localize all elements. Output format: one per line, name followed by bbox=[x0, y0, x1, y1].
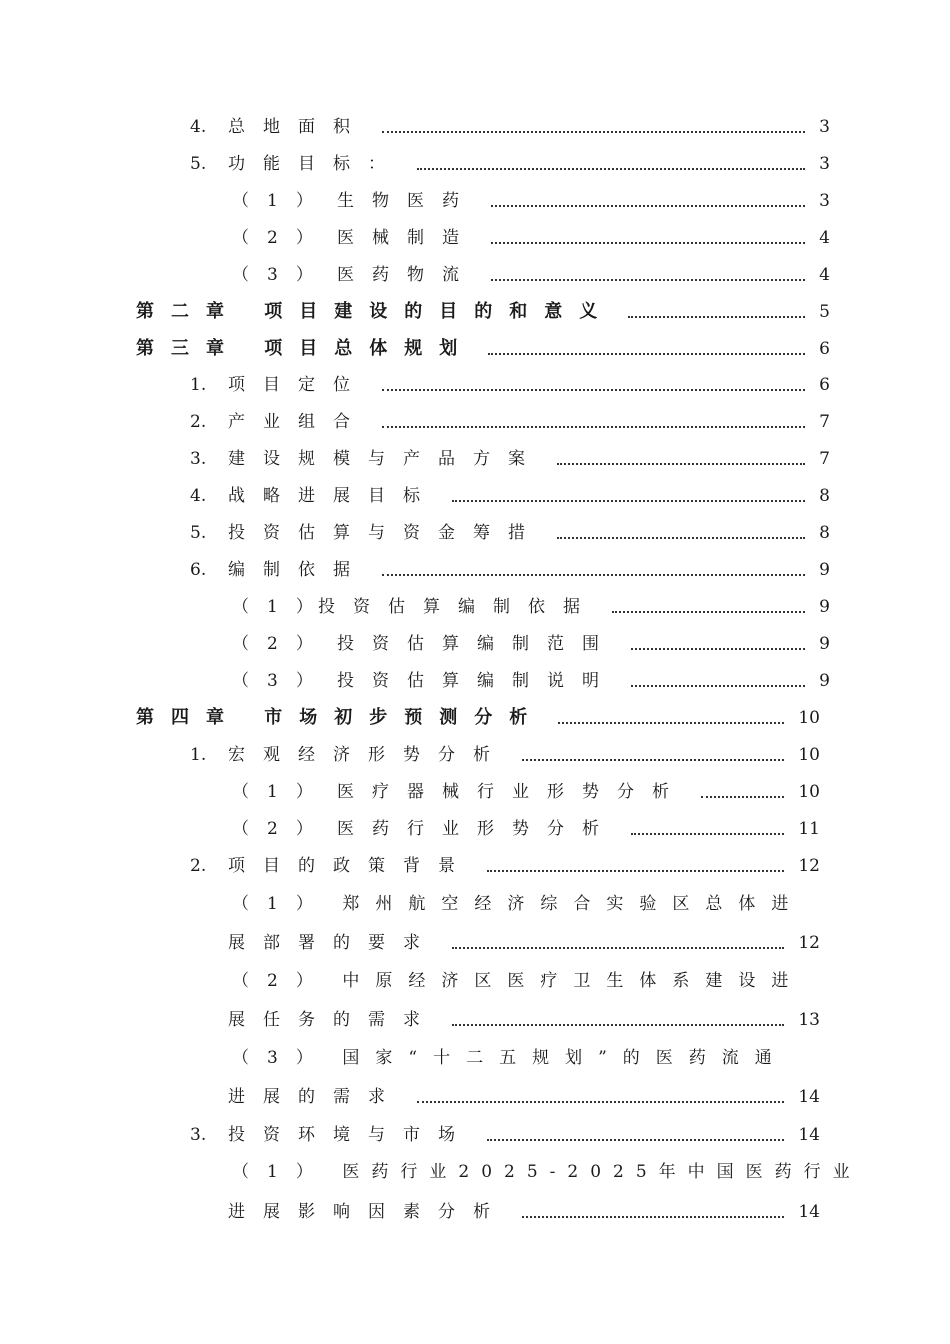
toc-title: 建设规模与产品方案 bbox=[228, 449, 543, 469]
toc-entry[interactable] bbox=[232, 817, 820, 841]
toc-page-number: 10 bbox=[798, 782, 820, 802]
toc-leader bbox=[522, 1215, 784, 1218]
toc-leader bbox=[631, 684, 805, 687]
toc-page-number: 9 bbox=[819, 671, 830, 691]
toc-leader bbox=[491, 278, 805, 281]
toc-number: 5. bbox=[190, 154, 207, 174]
toc-number: （1） bbox=[232, 894, 331, 914]
toc-number: 4. bbox=[190, 117, 207, 137]
toc-leader bbox=[628, 315, 805, 318]
toc-entry[interactable] bbox=[190, 373, 830, 397]
toc-number: （1） bbox=[232, 782, 331, 802]
toc-title-continued: 展任务的需求 bbox=[228, 1010, 438, 1030]
toc-leader bbox=[417, 167, 805, 170]
toc-page-number: 10 bbox=[798, 708, 820, 728]
toc-page-number: 8 bbox=[819, 486, 830, 506]
toc-entry[interactable] bbox=[232, 780, 820, 804]
toc-leader bbox=[452, 1023, 784, 1026]
toc-page-number: 6 bbox=[819, 339, 830, 359]
toc-leader bbox=[491, 241, 805, 244]
toc-entry[interactable] bbox=[190, 410, 830, 434]
toc-number: （2） bbox=[232, 634, 331, 654]
toc-leader bbox=[382, 130, 805, 133]
toc-number: （3） bbox=[232, 265, 331, 285]
toc-chapter-entry[interactable] bbox=[136, 706, 820, 730]
toc-title: 投资估算编制范围 bbox=[337, 634, 617, 654]
toc-entry[interactable] bbox=[232, 263, 830, 287]
toc-leader bbox=[382, 425, 805, 428]
toc-page-number: 7 bbox=[819, 412, 830, 432]
toc-title-continued: 进展影响因素分析 bbox=[228, 1202, 508, 1222]
toc-entry[interactable] bbox=[232, 632, 830, 656]
toc-leader bbox=[701, 795, 784, 798]
toc-page-number: 13 bbox=[798, 1010, 820, 1030]
toc-title: 宏观经济形势分析 bbox=[228, 745, 508, 765]
toc-number: （1） bbox=[232, 191, 331, 211]
toc-leader bbox=[452, 946, 784, 949]
toc-entry[interactable] bbox=[190, 447, 830, 471]
toc-page-number: 3 bbox=[819, 191, 830, 211]
toc-leader bbox=[522, 758, 784, 761]
toc-title-continued: 进展的需求 bbox=[228, 1087, 403, 1107]
toc-title-continued: 展部署的要求 bbox=[228, 933, 438, 953]
toc-title: 投资环境与市场 bbox=[228, 1125, 473, 1145]
toc-entry[interactable] bbox=[232, 669, 830, 693]
toc-entry[interactable] bbox=[228, 931, 820, 955]
toc-page-number: 10 bbox=[798, 745, 820, 765]
toc-entry-line1[interactable] bbox=[232, 892, 804, 916]
toc-number: （2） bbox=[232, 819, 331, 839]
toc-entry[interactable] bbox=[190, 854, 820, 878]
toc-title: 项目的政策背景 bbox=[228, 856, 473, 876]
toc-number: 5. bbox=[190, 523, 207, 543]
toc-title: 战略进展目标 bbox=[228, 486, 438, 506]
toc-page-number: 9 bbox=[819, 634, 830, 654]
toc-title: 医械制造 bbox=[337, 228, 477, 248]
toc-title: 医药行业2025-2025年中国医药行业 bbox=[342, 1162, 862, 1182]
toc-page-number: 6 bbox=[819, 375, 830, 395]
toc-entry[interactable] bbox=[190, 558, 830, 582]
toc-page-number: 7 bbox=[819, 449, 830, 469]
toc-page-number: 4 bbox=[819, 228, 830, 248]
toc-number: 1. bbox=[190, 375, 207, 395]
toc-title: 编制依据 bbox=[228, 560, 368, 580]
toc-entry[interactable] bbox=[232, 226, 830, 250]
toc-title: 医疗器械行业形势分析 bbox=[337, 782, 687, 802]
toc-entry[interactable] bbox=[190, 115, 830, 139]
toc-leader bbox=[417, 1100, 784, 1103]
toc-title: 投资估算编制依据 bbox=[318, 597, 598, 617]
toc-number: （2） bbox=[232, 971, 331, 991]
toc-entry[interactable] bbox=[190, 1123, 820, 1147]
toc-page-number: 3 bbox=[819, 154, 830, 174]
toc-title: 郑州航空经济综合实验区总体进 bbox=[342, 894, 805, 914]
toc-leader bbox=[487, 1138, 784, 1141]
toc-leader bbox=[488, 352, 805, 355]
toc-number: 6. bbox=[190, 560, 207, 580]
toc-page-number: 14 bbox=[798, 1202, 820, 1222]
toc-number: 4. bbox=[190, 486, 207, 506]
toc-entry[interactable] bbox=[228, 1008, 820, 1032]
toc-title: 投资估算与资金筹措 bbox=[228, 523, 543, 543]
toc-number: （1） bbox=[232, 1162, 331, 1182]
toc-entry[interactable] bbox=[232, 189, 830, 213]
toc-number: 2. bbox=[190, 412, 207, 432]
toc-page-number: 9 bbox=[819, 560, 830, 580]
toc-leader bbox=[382, 388, 805, 391]
toc-leader bbox=[558, 721, 784, 724]
toc-title: 中原经济区医疗卫生体系建设进 bbox=[342, 971, 805, 991]
toc-entry[interactable] bbox=[228, 1085, 820, 1109]
toc-chapter-title: 第三章 项目总体规划 bbox=[136, 338, 475, 359]
toc-leader bbox=[631, 647, 805, 650]
toc-number: （3） bbox=[232, 671, 331, 691]
toc-leader bbox=[612, 610, 805, 613]
toc-title: 医药行业形势分析 bbox=[337, 819, 617, 839]
toc-entry[interactable] bbox=[190, 521, 830, 545]
toc-number: 2. bbox=[190, 856, 207, 876]
toc-page-number: 5 bbox=[819, 302, 830, 322]
toc-number: （3） bbox=[232, 1048, 331, 1068]
toc-entry-line1[interactable] bbox=[232, 1160, 862, 1184]
toc-number: 3. bbox=[190, 449, 207, 469]
toc-leader bbox=[491, 204, 805, 207]
toc-page-number: 11 bbox=[798, 819, 820, 839]
toc-entry[interactable] bbox=[232, 595, 830, 619]
toc-leader bbox=[487, 869, 784, 872]
toc-title: 产业组合 bbox=[228, 412, 368, 432]
toc-leader bbox=[557, 536, 805, 539]
toc-title: 总地面积 bbox=[228, 117, 368, 137]
toc-leader bbox=[452, 499, 805, 502]
toc-page-number: 8 bbox=[819, 523, 830, 543]
toc-number: （2） bbox=[232, 228, 331, 248]
toc-number: 3. bbox=[190, 1125, 207, 1145]
toc-page-number: 14 bbox=[798, 1087, 820, 1107]
toc-entry[interactable] bbox=[190, 484, 830, 508]
toc-title: 国家“十二五规划”的医药流通 bbox=[342, 1048, 788, 1068]
toc-chapter-entry[interactable] bbox=[136, 337, 830, 361]
toc-entry-line1[interactable] bbox=[232, 1046, 788, 1070]
toc-entry[interactable] bbox=[228, 1200, 820, 1224]
toc-title: 投资估算编制说明 bbox=[337, 671, 617, 691]
toc-page-number: 14 bbox=[798, 1125, 820, 1145]
toc-entry[interactable] bbox=[190, 743, 820, 767]
toc-entry[interactable] bbox=[190, 152, 830, 176]
toc-page-number: 12 bbox=[798, 856, 820, 876]
toc-title: 功能目标： bbox=[228, 154, 403, 174]
toc-entry-line1[interactable] bbox=[232, 969, 804, 993]
toc-title: 项目定位 bbox=[228, 375, 368, 395]
toc-page-number: 9 bbox=[819, 597, 830, 617]
toc-chapter-title: 第二章 项目建设的目的和意义 bbox=[136, 301, 615, 322]
toc-leader bbox=[382, 573, 805, 576]
toc-title: 医药物流 bbox=[337, 265, 477, 285]
toc-leader bbox=[557, 462, 805, 465]
toc-page-number: 4 bbox=[819, 265, 830, 285]
toc-chapter-title: 第四章 市场初步预测分析 bbox=[136, 707, 545, 728]
toc-title: 生物医药 bbox=[337, 191, 477, 211]
toc-page-number: 12 bbox=[798, 933, 820, 953]
toc-chapter-entry[interactable] bbox=[136, 300, 830, 324]
toc-number: （1） bbox=[232, 597, 331, 617]
toc-leader bbox=[631, 832, 784, 835]
toc-page-number: 3 bbox=[819, 117, 830, 137]
toc-number: 1. bbox=[190, 745, 207, 765]
